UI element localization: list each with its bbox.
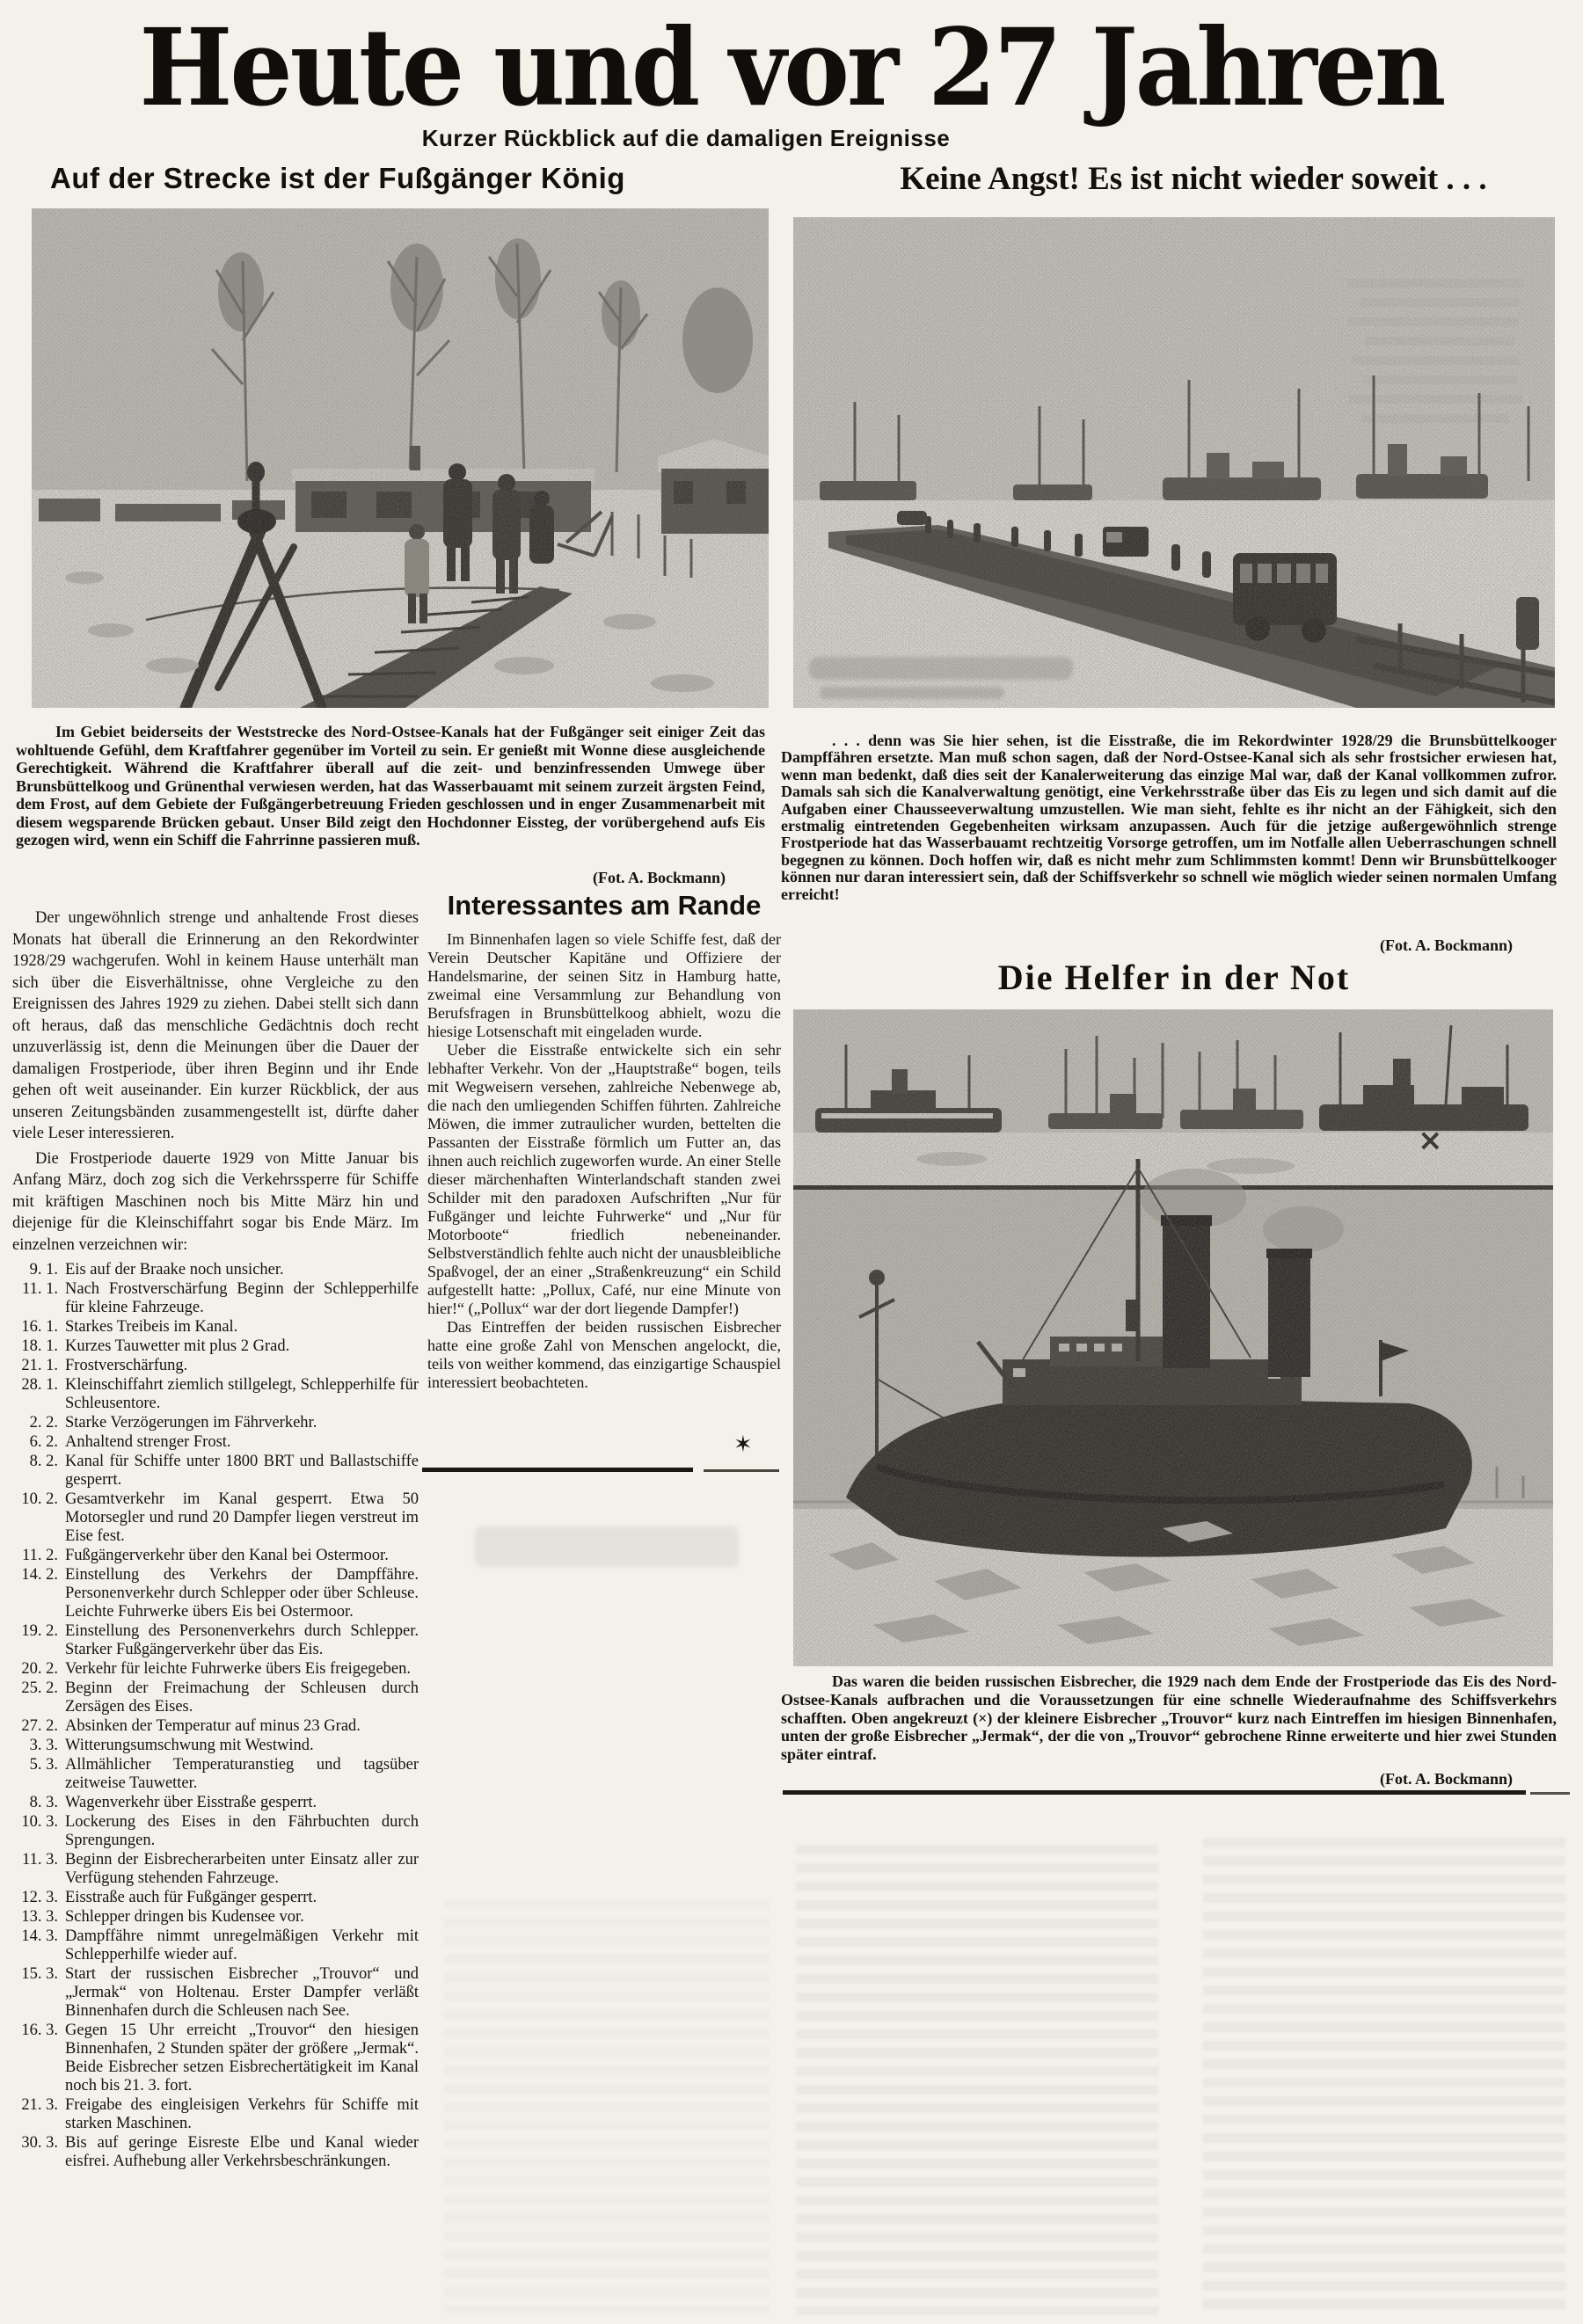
timeline-date: 28. 1.	[21, 1376, 58, 1394]
photo-credit: (Fot. A. Bockmann)	[1379, 936, 1513, 954]
timeline-date: 10. 3.	[21, 1813, 58, 1831]
timeline-entry	[12, 1813, 419, 1850]
timeline-text: Gesamtverkehr im Kanal gesperrt. Etwa 50 Motorsegler und rund 20 Dampfer liegen verstreut im Eise fest.	[65, 1490, 419, 1545]
timeline-date: 30. 3.	[21, 2134, 58, 2152]
caption-text: Im Gebiet beiderseits der Weststrecke des Nord-Ostsee-Kanals hat der Fußgänger seit einiger Zeit das wohltuende Gefühl, dem Kraftfahrer gegenüber im Vorteil zu sein. Er genießt mit Wonne diese ausgleichende Gerechtigkeit. Während die Kraftfahrer überall auf die zeit- und benzinfressenden Umwege über Brunsbüttelkoog und Grünenthal verwiesen werden, hat das Wasserbauamt mit seinem zurzeit ärgsten Feind, dem Frost, auf dem Gebiete der Fußgängerbetreuung Frieden geschlossen und in enger Zusammenarbeit mit diesem wegsparende Brücken gebaut. Unser Bild zeigt den Hochdonner Eissteg, der vorübergehend aufs Eis gezogen wird, wenn ein Schiff die Fahrrinne passieren muß.	[16, 723, 765, 849]
timeline-entry	[12, 1261, 419, 1279]
timeline-entry	[12, 1679, 419, 1716]
timeline-date: 11. 2.	[22, 1547, 58, 1564]
timeline-entry	[12, 1490, 419, 1546]
icebreakers-photo	[793, 1009, 1553, 1666]
timeline-entry	[12, 1433, 419, 1452]
timeline-entry	[12, 1280, 419, 1317]
timeline-entry	[12, 2134, 419, 2171]
timeline-date: 8. 3.	[29, 1794, 58, 1811]
timeline-entry	[12, 1622, 419, 1659]
timeline-text: Beginn der Eisbrecherarbeiten unter Einsatz aller zur Verfügung stehenden Fahrzeuge.	[65, 1851, 419, 1887]
timeline-text: Wagenverkehr über Eisstraße gesperrt.	[65, 1794, 317, 1811]
helpers-article-headline: Die Helfer in der Not	[997, 958, 1351, 997]
timeline-entry	[12, 1889, 419, 1907]
timeline-date: 8. 2.	[29, 1453, 58, 1470]
timeline-text: Eisstraße auch für Fußgänger gesperrt.	[65, 1889, 317, 1906]
ice-road-photo-art	[793, 217, 1555, 708]
timeline-text: Nach Frostverschärfung Beginn der Schlepperhilfe für kleine Fahrzeuge.	[65, 1280, 419, 1316]
timeline-entry	[12, 1756, 419, 1793]
sidebar-paragraph: Im Binnenhafen lagen so viele Schiffe fest, daß der Verein Deutscher Kapitäne und Offiziere der Handelsmarine, der seinen Sitz in Hamburg hatte, zweimal eine Versammlung zur Behandlung von Berufsfragen in Brunsbüttelkoog abhielt, wozu die hiesige Lotsenschaft mit eingeladen wurde.	[427, 930, 781, 1040]
timeline-entry	[12, 1965, 419, 2021]
timeline-date: 18. 1.	[21, 1337, 58, 1355]
page-title: Heute und vor 27 Jahren	[139, 5, 1444, 130]
ice-road-photo	[793, 217, 1555, 708]
photo-credit: (Fot. A. Bockmann)	[592, 868, 726, 886]
timeline-date: 2. 2.	[29, 1414, 58, 1432]
footbridge-photo-art	[32, 208, 769, 708]
timeline-text: Einstellung des Personenverkehrs durch Schlepper. Starker Fußgängerverkehr über das Eis.	[65, 1622, 419, 1658]
timeline-date: 15. 3.	[21, 1965, 58, 1983]
timeline-text: Start der russischen Eisbrecher „Trouvor“ und „Jermak“ von Holtenau. Erster Dampfer verläßt Binnenhafen durch die Schleusen nach See.	[65, 1965, 419, 2020]
timeline-text: Einstellung des Verkehrs der Dampffähre. Personenverkehr durch Schlepper oder über Schleuse. Leichte Fuhrwerke übers Eis bei Ostermoor.	[65, 1566, 419, 1621]
timeline-date: 9. 1.	[29, 1261, 58, 1279]
icebreakers-photo-art	[793, 1009, 1553, 1666]
timeline-text: Verkehr für leichte Fuhrwerke übers Eis freigegeben.	[65, 1660, 411, 1678]
timeline-date: 12. 3.	[21, 1889, 58, 1906]
section-rule-fragment	[704, 1469, 779, 1472]
timeline-text: Kleinschiffahrt ziemlich stillgelegt, Schlepperhilfe für Schleusentore.	[65, 1376, 419, 1412]
intro-paragraph: Die Frostperiode dauerte 1929 von Mitte Januar bis Anfang März, doch zog sich die Verkehrssperre für Schiffe mit kräftigen Maschinen noch bis Mitte März hin und diejenige für die Kleinschiffahrt sogar bis Ende März. Im einzelnen verzeichnen wir:	[12, 1149, 419, 1254]
timeline-text: Dampffähre nimmt unregelmäßigen Verkehr mit Schlepperhilfe wieder auf.	[65, 1927, 419, 1963]
timeline-date: 14. 2.	[21, 1566, 58, 1584]
left-article-headline: Auf der Strecke ist der Fußgänger König	[50, 162, 625, 194]
timeline-date: 20. 2.	[21, 1660, 58, 1678]
sidebar-article-headline: Interessantes am Rande	[447, 890, 762, 921]
timeline-entry	[12, 1357, 419, 1375]
ice-road-photo-caption	[781, 732, 1557, 954]
timeline-entry	[12, 1927, 419, 1964]
bleedthrough-ghost	[475, 1526, 739, 1567]
timeline-text: Allmählicher Temperaturanstieg und tagsüber zeitweise Tauwetter.	[65, 1756, 419, 1792]
timeline-text: Anhaltend strenger Frost.	[65, 1433, 231, 1451]
caption-text: . . . denn was Sie hier sehen, ist die Eisstraße, die im Rekordwinter 1928/29 die Brunsbüttelkooger Dampffähren ersetzte. Man muß schon sagen, daß der Nord-Ostsee-Kanal sich als sehr frostsicher erwiesen hat, wenn man bedenkt, daß dies seit der Kanalerweiterung das einzige Mal war, daß der Kanal vollkommen zufror. Damals sah sich die Kanalverwaltung genötigt, eine Verkehrsstraße über das Eis zu legen und sich damit auf die Aufgaben einer Chausseeverwaltung umzustellen. Wie man sieht, fehlte es ihr nicht an der Fähigkeit, sich den erstmalig eintretenden Gegebenheiten wirksam anzupassen. Auch für die jetzige außergewöhnlich strenge Frostperiode hat das Wasserbauamt rechtzeitig Vorsorge getroffen, um im Notfalle allen Ueberraschungen schnell begegnen zu können. Doch hoffen wir, daß es nicht mehr zum Schlimmsten kommt! Denn wir Brunsbüttelkooger können nur daran interessiert sein, daß der Schiffsverkehr so schnell wie möglich wieder seinen normalen Umfang erreicht!	[781, 732, 1557, 903]
timeline-date: 25. 2.	[21, 1679, 58, 1697]
timeline-text: Bis auf geringe Eisreste Elbe und Kanal wieder eisfrei. Aufhebung aller Verkehrsbeschränkungen.	[65, 2134, 419, 2170]
timeline-text: Kanal für Schiffe unter 1800 BRT und Ballastschiffe gesperrt.	[65, 1453, 419, 1489]
timeline-text: Lockerung des Eises in den Fährbuchten durch Sprengungen.	[65, 1813, 419, 1849]
timeline-entry	[12, 1908, 419, 1927]
timeline-entry	[12, 2022, 419, 2095]
timeline-text: Starke Verzögerungen im Fährverkehr.	[65, 1414, 317, 1432]
timeline-date: 11. 3.	[22, 1851, 58, 1869]
end-of-article-star: ✶	[733, 1432, 753, 1457]
timeline-entry	[12, 1737, 419, 1755]
section-rule-fragment	[1530, 1792, 1570, 1795]
timeline-date: 6. 2.	[29, 1433, 58, 1451]
timeline-text: Fußgängerverkehr über den Kanal bei Ostermoor.	[65, 1547, 389, 1564]
timeline-date: 14. 3.	[21, 1927, 58, 1945]
chronology-column	[12, 907, 419, 2320]
intro-paragraph: Der ungewöhnlich strenge und anhaltende Frost dieses Monats hat überall die Erinnerung an den Rekordwinter 1928/29 wachgerufen. Wohl in keinem Hause unterhält man sich über die Eisverhältnisse, ohne Vergleiche zu den Ereignissen des Jahres 1929 zu ziehen. Dabei stellt sich dann oft heraus, daß das menschliche Gedächtnis doch recht unzuverlässig ist, denn die Meinungen über die Dauer der damaligen Frostperiode, über ihren Beginn und ihr Ende gehen oft weit auseinander. Ein kurzer Rückblick, der aus unseren Zeitungsbänden zusammengestellt ist, dürfte daher viele Leser interessieren.	[12, 909, 419, 1142]
footbridge-photo	[32, 208, 769, 708]
section-rule	[422, 1468, 693, 1472]
timeline-date: 3. 3.	[29, 1737, 58, 1754]
timeline-text: Freigabe des eingleisigen Verkehrs für Schiffe mit starken Maschinen.	[65, 2096, 419, 2132]
timeline-entry	[12, 1318, 419, 1337]
timeline-date: 16. 3.	[21, 2022, 58, 2039]
timeline-date: 11. 1.	[22, 1280, 58, 1298]
timeline-text: Kurzes Tauwetter mit plus 2 Grad.	[65, 1337, 290, 1355]
caption-text: Das waren die beiden russischen Eisbrecher, die 1929 nach dem Ende der Frostperiode das Eis des Nord-Ostsee-Kanals aufbrachen und die Voraussetzungen für eine schnelle Wiederaufnahme des Schiffsverkehrs schafften. Oben angekreuzt (×) der kleinere Eisbrecher „Trouvor“ kurz nach Eintreffen im hiesigen Binnenhafen, unten der große Eisbrecher „Jermak“, der die von „Trouvor“ gebrochene Rinne erweiterte und hier zwei Stunden später eintraf.	[781, 1672, 1557, 1764]
bleedthrough-ghost	[1203, 1838, 1565, 2317]
icebreakers-photo-caption	[781, 1672, 1557, 1789]
timeline-date: 5. 3.	[29, 1756, 58, 1774]
sidebar-article	[427, 890, 781, 1463]
frost-timeline	[12, 1261, 419, 2171]
timeline-date: 10. 2.	[21, 1490, 58, 1508]
section-rule	[783, 1790, 1526, 1795]
timeline-date: 21. 1.	[21, 1357, 58, 1374]
timeline-date: 16. 1.	[21, 1318, 58, 1336]
footbridge-photo-caption	[16, 723, 765, 886]
timeline-date: 19. 2.	[21, 1622, 58, 1640]
timeline-entry	[12, 1660, 419, 1679]
timeline-entry	[12, 1414, 419, 1432]
timeline-entry	[12, 1376, 419, 1413]
timeline-entry	[12, 1547, 419, 1565]
timeline-date: 13. 3.	[21, 1908, 58, 1926]
sidebar-article-body	[427, 930, 781, 1392]
timeline-entry	[12, 1717, 419, 1736]
timeline-entry	[12, 1794, 419, 1812]
bleedthrough-ghost	[796, 1845, 1158, 2315]
sidebar-paragraph: Ueber die Eisstraße entwickelte sich ein sehr lebhafter Verkehr. Von der „Hauptstraße“ bogen, teils mit Wegweisern versehen, zahlreiche Nebenwege ab, die nach den umliegenden Schiffen führten. Zahlreiche Möwen, die immer zutraulicher wurden, bettelten die Passanten der Eisstraße förmlich um Futter an, das ihnen auch reichlich zugeworfen wurde. An einer Stelle dieser märchenhaften Winterlandschaft standen zwei Schilder mit den paradoxen Aufschriften „Nur für Fußgänger und leichte Fuhrwerke“ und „Nur für Motorboote“ friedlich nebeneinander. Selbstverständlich fehlte auch nicht der unausbleibliche Spaßvogel, der an einer „Straßenkreuzung“ ein Schild aufgestellt hatte: „Pollux, Café, nur eine Minute von hier!“ („Pollux“ war der dort liegende Dampfer!)	[427, 1041, 781, 1317]
timeline-text: Schlepper dringen bis Kudensee vor.	[65, 1908, 304, 1926]
timeline-entry	[12, 1851, 419, 1888]
right-article-headline: Keine Angst! Es ist nicht wieder soweit . . .	[900, 161, 1487, 197]
timeline-entry	[12, 2096, 419, 2133]
page-subtitle: Kurzer Rückblick auf die damaligen Ereignisse	[421, 125, 951, 151]
timeline-date: 27. 2.	[21, 1717, 58, 1735]
timeline-date: 21. 3.	[21, 2096, 58, 2114]
timeline-text: Witterungsumschwung mit Westwind.	[65, 1737, 314, 1754]
timeline-text: Starkes Treibeis im Kanal.	[65, 1318, 238, 1336]
bleedthrough-ghost	[444, 1899, 770, 2313]
sidebar-paragraph: Das Eintreffen der beiden russischen Eisbrecher hatte eine große Zahl von Menschen angelockt, die, teils von weither kommend, das einzigartige Schauspiel interessiert beobachteten.	[427, 1318, 781, 1391]
timeline-text: Eis auf der Braake noch unsicher.	[65, 1261, 284, 1279]
timeline-text: Frostverschärfung.	[65, 1357, 188, 1374]
photo-credit: (Fot. A. Bockmann)	[1379, 1770, 1513, 1789]
timeline-entry	[12, 1453, 419, 1490]
timeline-text: Gegen 15 Uhr erreicht „Trouvor“ den hiesigen Binnenhafen, 2 Stunden später der größere „Jermak“. Beide Eisbrecher setzen Eisbrechertätigkeit im Kanal noch bis 21. 3. fort.	[65, 2022, 419, 2095]
timeline-entry	[12, 1337, 419, 1356]
timeline-text: Absinken der Temperatur auf minus 23 Grad.	[65, 1717, 361, 1735]
timeline-entry	[12, 1566, 419, 1621]
timeline-text: Beginn der Freimachung der Schleusen durch Zersägen des Eises.	[65, 1679, 419, 1716]
